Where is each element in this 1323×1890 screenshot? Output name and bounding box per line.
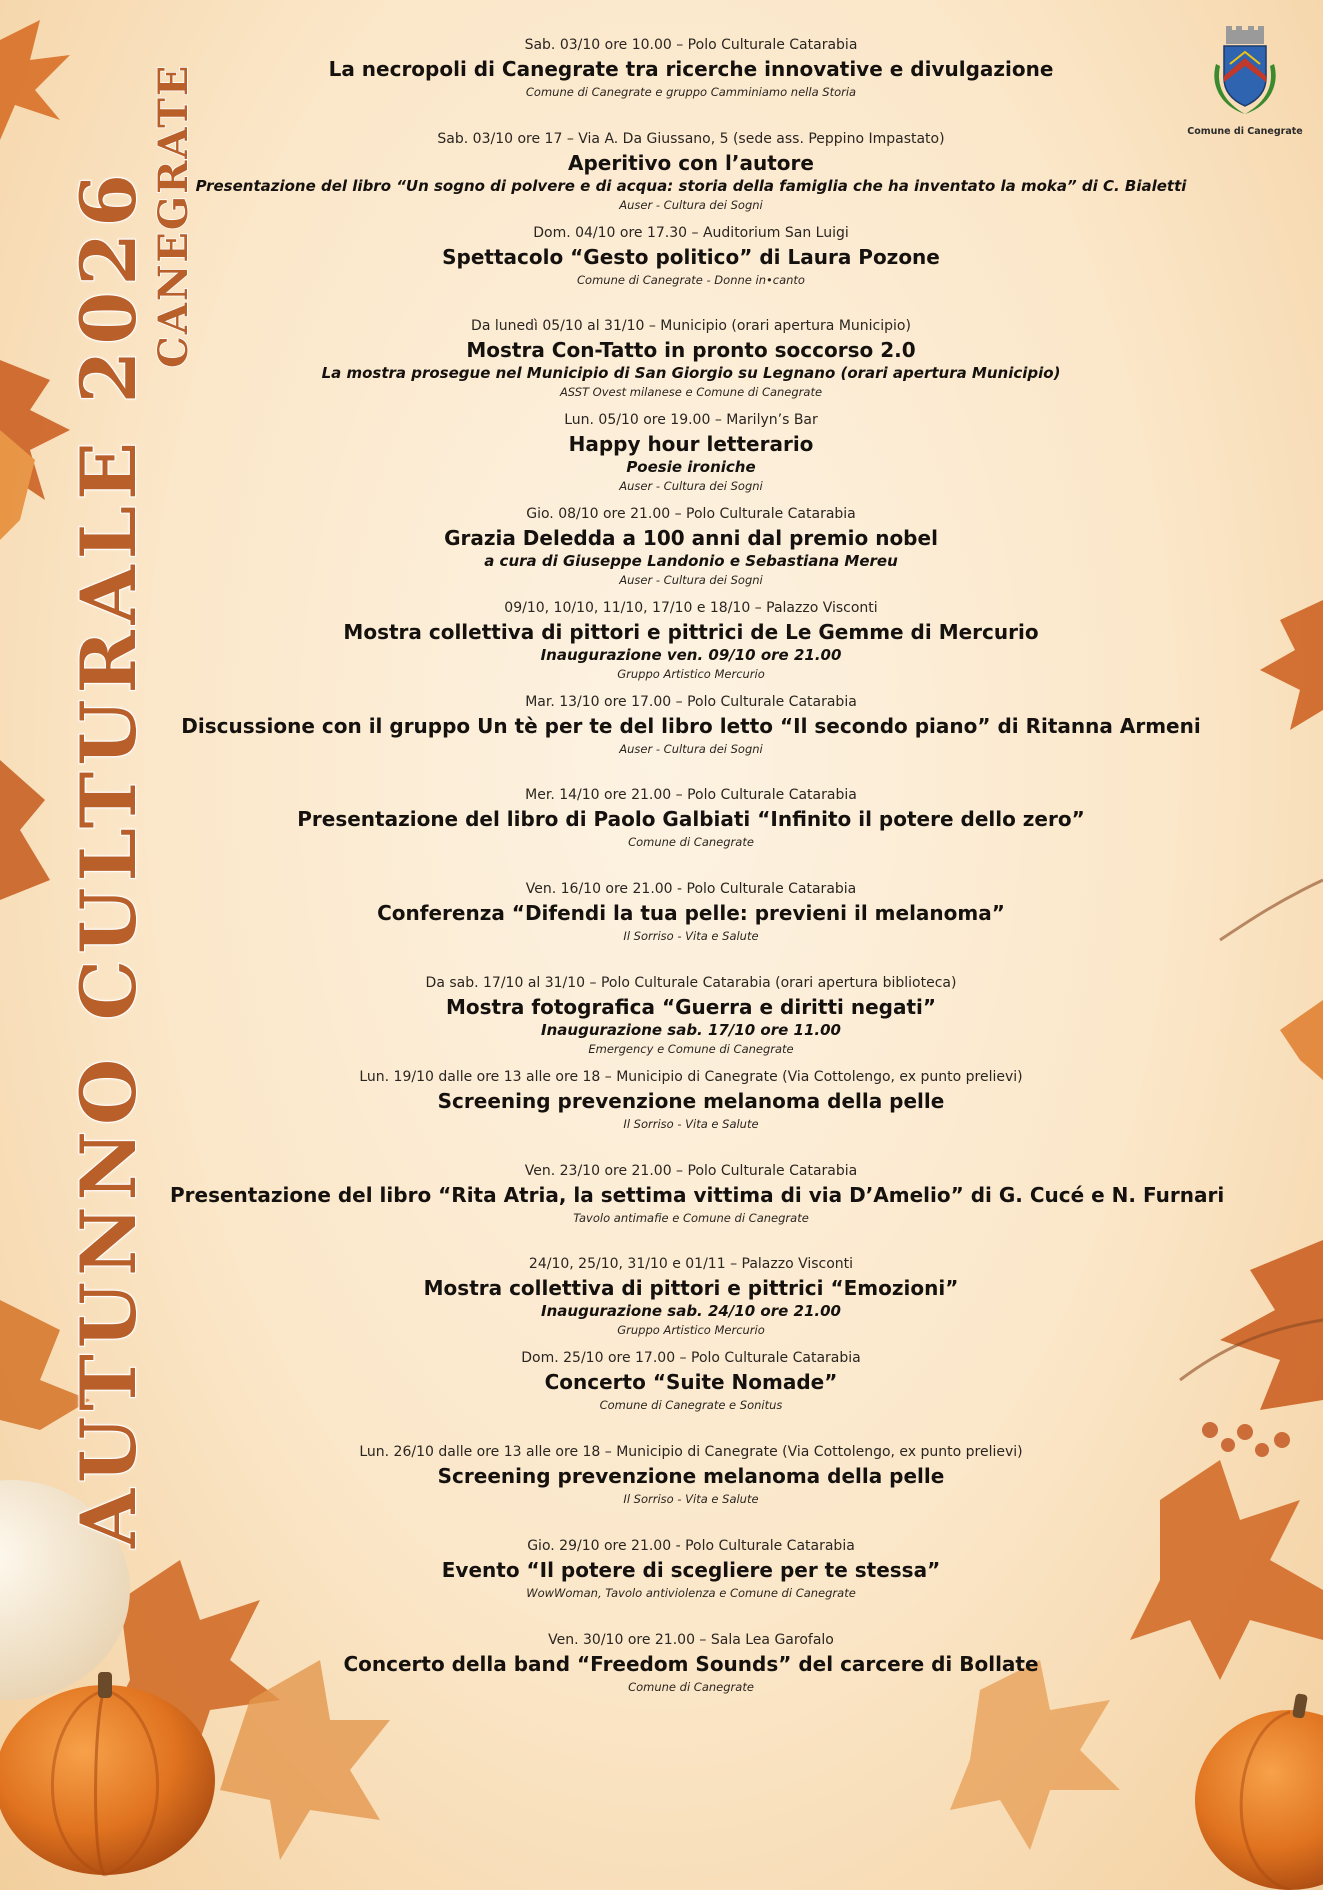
event-organizer: Comune di Canegrate e gruppo Camminiamo nella Storia — [525, 85, 857, 99]
event-organizer: Auser - Cultura dei Sogni — [619, 197, 763, 212]
event-organizer: Tavolo antimafie e Comune di Canegrate — [573, 1210, 809, 1225]
event-subtitle: La mostra prosegue nel Municipio di San Giorgio su Legnano (orari apertura Municipio) — [321, 364, 1061, 383]
event-when: Lun. 19/10 dalle ore 13 alle ore 18 – Municipio di Canegrate (Via Cottolengo, ex punto prelievi) — [359, 1068, 1023, 1085]
event-item — [170, 786, 1212, 880]
event-title: Screening prevenzione melanoma della pelle — [437, 1088, 945, 1113]
event-organizer: Gruppo Artistico Mercurio — [617, 1323, 765, 1338]
event-organizer: Auser - Cultura dei Sogni — [619, 479, 763, 494]
event-when: Da sab. 17/10 al 31/10 – Polo Culturale Catarabia (orari apertura biblioteca) — [425, 974, 957, 991]
event-title: Screening prevenzione melanoma della pelle — [437, 1463, 945, 1488]
event-when: Mar. 13/10 ore 17.00 – Polo Culturale Catarabia — [525, 693, 857, 710]
event-organizer: Auser - Cultura dei Sogni — [619, 572, 763, 587]
event-title: Aperitivo con l’autore — [568, 150, 814, 175]
event-when: Ven. 16/10 ore 21.00 - Polo Culturale Catarabia — [525, 881, 857, 898]
event-title: Evento “Il potere di scegliere per te stessa” — [441, 1557, 941, 1582]
event-when: Dom. 25/10 ore 17.00 – Polo Culturale Catarabia — [521, 1350, 861, 1367]
event-item — [170, 1537, 1212, 1631]
event-item — [170, 130, 1212, 224]
event-title: Concerto della band “Freedom Sounds” del carcere di Bollate — [343, 1651, 1039, 1676]
events-list — [170, 36, 1225, 1724]
event-item — [170, 36, 1212, 130]
event-subtitle: a cura di Giuseppe Landonio e Sebastiana Mereu — [484, 551, 898, 570]
event-organizer: ASST Ovest milanese e Comune di Canegrate — [559, 385, 823, 400]
event-when: Gio. 08/10 ore 21.00 – Polo Culturale Catarabia — [526, 505, 856, 522]
event-when: Ven. 30/10 ore 21.00 – Sala Lea Garofalo — [548, 1631, 834, 1648]
event-organizer: Il Sorriso - Vita e Salute — [623, 1116, 759, 1131]
event-item — [170, 317, 1212, 411]
event-title: Spettacolo “Gesto politico” di Laura Pozone — [442, 244, 940, 269]
event-title: Mostra collettiva di pittori e pittrici de Le Gemme di Mercurio — [343, 619, 1039, 644]
event-title: Discussione con il gruppo Un tè per te del libro letto “Il secondo piano” di Ritanna Armeni — [181, 713, 1201, 738]
event-title: La necropoli di Canegrate tra ricerche innovative e divulgazione — [328, 57, 1054, 81]
event-when: Da lunedì 05/10 al 31/10 – Municipio (orari apertura Municipio) — [471, 318, 911, 335]
event-when: Sab. 03/10 ore 17 – Via A. Da Giussano, 5 (sede ass. Peppino Impastato) — [437, 130, 945, 147]
coat-of-arms-icon — [1202, 24, 1288, 120]
event-item — [170, 1349, 1212, 1443]
event-when: Ven. 23/10 ore 21.00 – Polo Culturale Catarabia — [524, 1162, 858, 1179]
event-item — [170, 411, 1212, 505]
event-organizer: Auser - Cultura dei Sogni — [619, 741, 763, 756]
poster-title — [64, 28, 197, 1548]
event-title: Mostra Con-Tatto in pronto soccorso 2.0 — [466, 338, 916, 363]
event-title: Presentazione del libro “Rita Atria, la settima vittima di via D’Amelio” di G. Cucé e N. Furnari — [170, 1182, 1225, 1207]
pumpkin-right — [1195, 1693, 1323, 1890]
event-when: Mer. 14/10 ore 21.00 – Polo Culturale Catarabia — [525, 787, 857, 804]
event-item — [170, 880, 1212, 974]
event-title: Conferenza “Difendi la tua pelle: previeni il melanoma” — [377, 901, 1005, 926]
event-organizer: Il Sorriso - Vita e Salute — [623, 929, 759, 944]
event-organizer: Il Sorriso - Vita e Salute — [623, 1491, 759, 1506]
event-item — [170, 1068, 1212, 1162]
poster-main-title: AUTUNNO CULTURALE 2026 — [64, 168, 153, 1548]
event-when: Lun. 26/10 dalle ore 13 alle ore 18 – Municipio di Canegrate (Via Cottolengo, ex punto prelievi) — [359, 1443, 1023, 1460]
event-item — [170, 1631, 1212, 1725]
event-subtitle: Inaugurazione sab. 17/10 ore 11.00 — [541, 1020, 841, 1039]
event-when: Lun. 05/10 ore 19.00 – Marilyn’s Bar — [564, 412, 818, 429]
event-item — [170, 1443, 1212, 1537]
berries-right — [1202, 1422, 1290, 1457]
event-title: Mostra fotografica “Guerra e diritti negati” — [445, 994, 937, 1019]
event-title: Presentazione del libro di Paolo Galbiati “Infinito il potere dello zero” — [297, 807, 1085, 832]
crest-label: Comune di Canegrate — [1187, 126, 1303, 137]
event-organizer: Comune di Canegrate e Sonitus — [599, 1398, 783, 1413]
event-title: Mostra collettiva di pittori e pittrici “Emozioni” — [423, 1276, 959, 1301]
event-organizer: Emergency e Comune di Canegrate — [588, 1041, 794, 1056]
event-item — [170, 224, 1212, 318]
event-subtitle: Presentazione del libro “Un sogno di polvere e di acqua: storia della famiglia che ha inventato la moka” di C. Bialetti — [195, 176, 1187, 195]
event-when: 09/10, 10/10, 11/10, 17/10 e 18/10 – Palazzo Visconti — [504, 599, 878, 616]
event-item — [170, 1162, 1225, 1256]
event-subtitle: Inaugurazione ven. 09/10 ore 21.00 — [540, 645, 842, 664]
event-organizer: Comune di Canegrate — [628, 1679, 754, 1694]
event-title: Concerto “Suite Nomade” — [544, 1370, 838, 1395]
event-item — [170, 505, 1212, 599]
event-subtitle: Poesie ironiche — [626, 458, 756, 477]
event-item — [170, 599, 1212, 693]
event-item — [170, 693, 1212, 787]
event-organizer: Gruppo Artistico Mercurio — [617, 666, 765, 681]
event-title: Grazia Deledda a 100 anni dal premio nobel — [444, 525, 938, 550]
event-item — [170, 1255, 1212, 1349]
poster-town: CANEGRATE — [150, 63, 197, 368]
event-item — [170, 974, 1212, 1068]
event-title: Happy hour letterario — [568, 432, 814, 457]
event-when: Gio. 29/10 ore 21.00 - Polo Culturale Catarabia — [527, 1537, 855, 1554]
event-subtitle: Inaugurazione sab. 24/10 ore 21.00 — [541, 1302, 841, 1321]
event-organizer: Comune di Canegrate - Donne in•canto — [577, 272, 805, 287]
event-when: Sab. 03/10 ore 10.00 – Polo Culturale Catarabia — [524, 37, 858, 53]
event-when: 24/10, 25/10, 31/10 e 01/11 – Palazzo Visconti — [528, 1256, 854, 1273]
event-when: Dom. 04/10 ore 17.30 – Auditorium San Luigi — [533, 224, 849, 241]
event-organizer: Comune di Canegrate — [628, 835, 754, 850]
event-organizer: WowWoman, Tavolo antiviolenza e Comune di Canegrate — [526, 1585, 856, 1600]
